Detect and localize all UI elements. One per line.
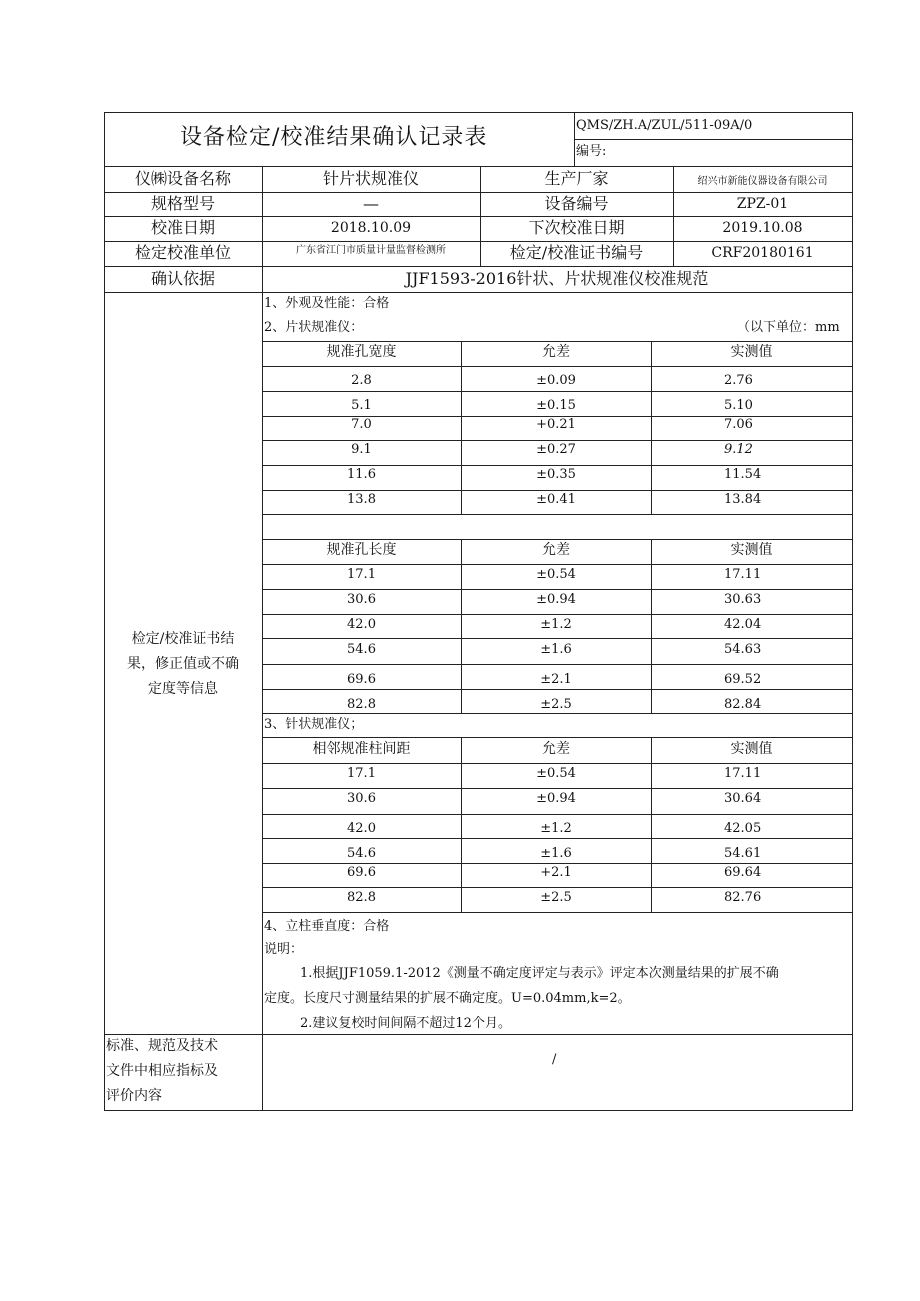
cell: ±2.1 — [540, 672, 572, 687]
col-header: 允差 — [542, 344, 570, 360]
cell: ±1.2 — [540, 617, 572, 632]
cell: 5.10 — [724, 398, 753, 413]
cell: 13.8 — [347, 492, 376, 507]
cell: 69.6 — [347, 672, 376, 687]
cell: 5.1 — [351, 398, 372, 413]
cell: 42.0 — [347, 617, 376, 632]
next-date-value: 2019.10.08 — [722, 220, 803, 236]
cell: 11.6 — [347, 467, 376, 482]
cell: 54.63 — [724, 642, 762, 657]
table-line — [262, 788, 853, 789]
table-line — [262, 689, 853, 690]
cell: ±2.5 — [540, 890, 572, 905]
cell: 17.1 — [347, 766, 376, 781]
col-header: 允差 — [542, 542, 570, 558]
cell: 17.11 — [724, 567, 762, 582]
unit-label: 检定校准单位 — [134, 243, 231, 262]
cell: 69.6 — [347, 865, 376, 880]
cell: 82.76 — [724, 890, 762, 905]
note2: 2.建议复校时间间隔不超过12个月。 — [300, 1016, 511, 1031]
row-line — [104, 1034, 853, 1035]
cell: ±1.2 — [540, 821, 572, 836]
standards-label-line1: 标准、规范及技术 — [106, 1038, 218, 1054]
cell: 30.6 — [347, 592, 376, 607]
table-line — [262, 814, 853, 815]
next-date-label: 下次校准日期 — [528, 218, 625, 237]
table-line — [262, 863, 853, 864]
cell: +0.21 — [536, 417, 576, 432]
unit-note: （以下单位：mm — [737, 320, 840, 335]
note1-line1: 1.根据JJF1059.1-2012《测量不确定度评定与表示》评定本次测量结果的扩展不确 — [300, 966, 779, 981]
table-line — [262, 887, 853, 888]
cell: ±1.6 — [540, 642, 572, 657]
cert-no-label: 检定/校准证书编号 — [509, 243, 644, 262]
device-name-label: 仪㈱设备名称 — [134, 169, 231, 188]
cell: ±0.35 — [536, 467, 576, 482]
row-line — [104, 216, 853, 217]
result-label-line2: 果，修正值或不确 — [127, 656, 239, 672]
table-line — [262, 341, 853, 342]
cell: ±1.6 — [540, 846, 572, 861]
border-right — [852, 112, 853, 1111]
unit-value: 广东省江门市质量计量监督检测所 — [296, 245, 446, 256]
col-header: 允差 — [542, 741, 570, 757]
cert-no-value: CRF20180161 — [711, 245, 814, 261]
cell: 30.6 — [347, 791, 376, 806]
cell: 82.84 — [724, 697, 762, 712]
table-col-line — [651, 539, 652, 714]
row-line — [104, 192, 853, 193]
cell: 30.63 — [724, 592, 762, 607]
table-line — [262, 440, 853, 441]
table-line — [262, 912, 853, 913]
cell: 11.54 — [724, 467, 762, 482]
result-label-line3: 定度等信息 — [148, 681, 218, 697]
table-line — [262, 366, 853, 367]
table-line — [262, 391, 853, 392]
col-header: 相邻规准柱间距 — [312, 741, 411, 757]
border-left — [104, 112, 105, 1111]
col-header: 规准孔长度 — [326, 542, 397, 558]
cell: 69.64 — [724, 865, 762, 880]
code-divider — [574, 139, 853, 140]
cell: 42.05 — [724, 821, 762, 836]
cell: 69.52 — [724, 672, 762, 687]
device-name-value: 针片状规准仪 — [322, 169, 419, 188]
cell: 7.06 — [724, 417, 753, 432]
item-verticality: 4、立柱垂直度：合格 — [264, 919, 390, 934]
table-line — [262, 539, 853, 540]
item-needle-gauge: 3、针状规准仪； — [264, 717, 364, 732]
model-value: — — [363, 194, 379, 213]
cell: 13.84 — [724, 492, 762, 507]
equip-no-value: ZPZ-01 — [736, 196, 789, 212]
cal-date-label: 校准日期 — [150, 218, 215, 237]
cell: ±0.41 — [536, 492, 576, 507]
cell: 54.6 — [347, 642, 376, 657]
cell: ±0.94 — [536, 791, 576, 806]
table-line — [262, 614, 853, 615]
number-label: 编号: — [576, 144, 607, 159]
table-line — [262, 713, 853, 714]
col-header: 实测值 — [730, 344, 773, 360]
form-title: 设备检定/校准结果确认记录表 — [180, 125, 488, 150]
row-line — [104, 166, 853, 167]
row-line — [104, 266, 853, 267]
cell: 54.6 — [347, 846, 376, 861]
cell: 30.64 — [724, 791, 762, 806]
cell: 17.1 — [347, 567, 376, 582]
cell: 7.0 — [351, 417, 372, 432]
result-label-line1: 检定/校准证书结 — [131, 631, 235, 647]
manufacturer-label: 生产厂家 — [544, 169, 609, 188]
table-line — [262, 664, 853, 665]
cell: 42.04 — [724, 617, 762, 632]
cell: 2.8 — [351, 373, 372, 388]
cell: +2.1 — [540, 865, 572, 880]
item-appearance: 1、外观及性能：合格 — [264, 296, 390, 311]
cell: ±0.15 — [536, 398, 576, 413]
cell: 9.1 — [351, 442, 372, 457]
cell: ±0.54 — [536, 766, 576, 781]
cell: ±0.09 — [536, 373, 576, 388]
table-line — [262, 838, 853, 839]
standards-value: / — [552, 1052, 557, 1067]
equip-no-label: 设备编号 — [544, 194, 609, 213]
row-line — [104, 292, 853, 293]
cell: 42.0 — [347, 821, 376, 836]
col-header: 实测值 — [730, 741, 773, 757]
item-flaky-gauge: 2、片状规准仪： — [264, 320, 364, 335]
note1-line2: 定度。长度尺寸测量结果的扩展不确定度。U=0.04mm,k=2。 — [264, 991, 631, 1006]
cell: 2.76 — [724, 373, 753, 388]
table-line — [262, 763, 853, 764]
standards-label-line3: 评价内容 — [106, 1088, 162, 1104]
cell: 82.8 — [347, 890, 376, 905]
cell: 54.61 — [724, 846, 762, 861]
col-header: 实测值 — [730, 542, 773, 558]
notes-label: 说明： — [264, 942, 304, 957]
table-line — [262, 589, 853, 590]
basis-label: 确认依据 — [150, 269, 215, 288]
table-col-line — [651, 737, 652, 913]
table-line — [262, 465, 853, 466]
cell: ±0.54 — [536, 567, 576, 582]
table-line — [262, 564, 853, 565]
cal-date-value: 2018.10.09 — [330, 220, 412, 236]
table-line — [262, 638, 853, 639]
cell: ±0.27 — [536, 442, 576, 457]
table-line — [262, 514, 853, 515]
standards-label-line2: 文件中相应指标及 — [106, 1063, 218, 1079]
cell: ±0.94 — [536, 592, 576, 607]
manufacturer-value: 绍兴市新能仪器设备有限公司 — [697, 176, 828, 187]
doc-code: QMS/ZH.A/ZUL/511-09A/0 — [576, 118, 753, 133]
model-label: 规格型号 — [150, 194, 215, 213]
cell: ±2.5 — [540, 697, 572, 712]
table-col-line — [651, 341, 652, 515]
table-line — [262, 490, 853, 491]
cell: 82.8 — [347, 697, 376, 712]
table-line — [262, 737, 853, 738]
col-header: 规准孔宽度 — [326, 344, 397, 360]
basis-value: JJF1593-2016针状、片状规准仪校准规范 — [405, 269, 709, 288]
cell: 17.11 — [724, 766, 762, 781]
row-line — [104, 241, 853, 242]
cell: 9.12 — [724, 442, 753, 457]
border-top — [104, 112, 853, 113]
border-bottom — [104, 1110, 853, 1111]
